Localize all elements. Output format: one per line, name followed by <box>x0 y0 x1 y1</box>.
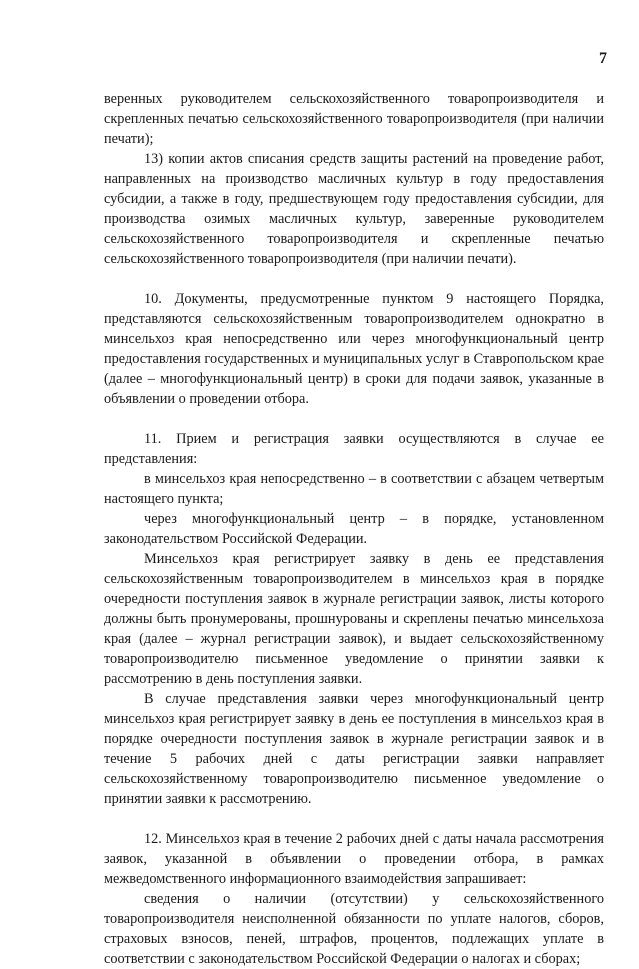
paragraph-clause-11-mfc-registration: В случае представления заявки через многофункциональный центр минсельхоз края регистрирует заявку в день ее поступления в минсельхоз края в порядке очередности поступления заявок в журнале регистрации заявок и в течение 5 рабочих дней с даты регистрации заявки направляет сельскохозяйственному товаропроизводителю письменное уведомление о принятии заявки к рассмотрению. <box>104 691 604 807</box>
paragraph-continuation: веренных руководителем сельскохозяйственного товаропроизводителя и скрепленных печатью сельскохозяйственного товаропроизводителя (при наличии печати); <box>104 91 604 147</box>
paragraph-clause-11-mfc: через многофункциональный центр – в порядке, установленном законодательством Российской Федерации. <box>104 511 604 547</box>
paragraph-clause-11: 11. Прием и регистрация заявки осуществляются в случае ее представления: <box>104 431 604 467</box>
paragraph-clause-12: 12. Минсельхоз края в течение 2 рабочих дней с даты начала рассмотрения заявок, указанной в объявлении о проведении отбора, в рамках межведомственного информационного взаимодействия запрашивает: <box>104 831 604 887</box>
paragraph-clause-11-registration: Минсельхоз края регистрирует заявку в день ее представления сельскохозяйственным товаропроизводителем в минсельхоз края в порядке очередности поступления заявок в журнале регистрации заявок, листы которого должны быть пронумерованы, прошнурованы и скреплены печатью минсельхоза края (далее – журнал регистрации заявок), и выдает сельскохозяйственному товаропроизводителю письменное уведомление о принятии заявки к рассмотрению в день поступления заявки. <box>104 551 604 687</box>
paragraph-item-13: 13) копии актов списания средств защиты растений на проведение работ, направленных на производство масличных культур в году предоставления субсидии, а также в году, предшествующем году предоставления субсидии, для производства озимых масличных культур, заверенные руководителем сельскохозяйственного товаропроизводителя и скрепленные печатью сельскохозяйственного товаропроизводителя (при наличии печати). <box>104 151 604 267</box>
page-number: 7 <box>599 50 607 67</box>
document-body <box>104 89 604 969</box>
paragraph-clause-11-direct: в минсельхоз края непосредственно – в соответствии с абзацем четвертым настоящего пункта; <box>104 471 604 507</box>
paragraph-clause-10: 10. Документы, предусмотренные пунктом 9 настоящего Порядка, представляются сельскохозяйственным товаропроизводителем однократно в минсельхоз края непосредственно или через многофункциональный центр предоставления государственных и муниципальных услуг в Ставропольском крае (далее – многофункциональный центр) в сроки для подачи заявок, указанные в объявлении о проведении отбора. <box>104 291 604 407</box>
paragraph-clause-12-tax-info: сведения о наличии (отсутствии) у сельскохозяйственного товаропроизводителя неисполненной обязанности по уплате налогов, сборов, страховых взносов, пеней, штрафов, процентов, подлежащих уплате в соответствии с законодательством Российской Федерации о налогах и сборах; <box>104 891 604 967</box>
